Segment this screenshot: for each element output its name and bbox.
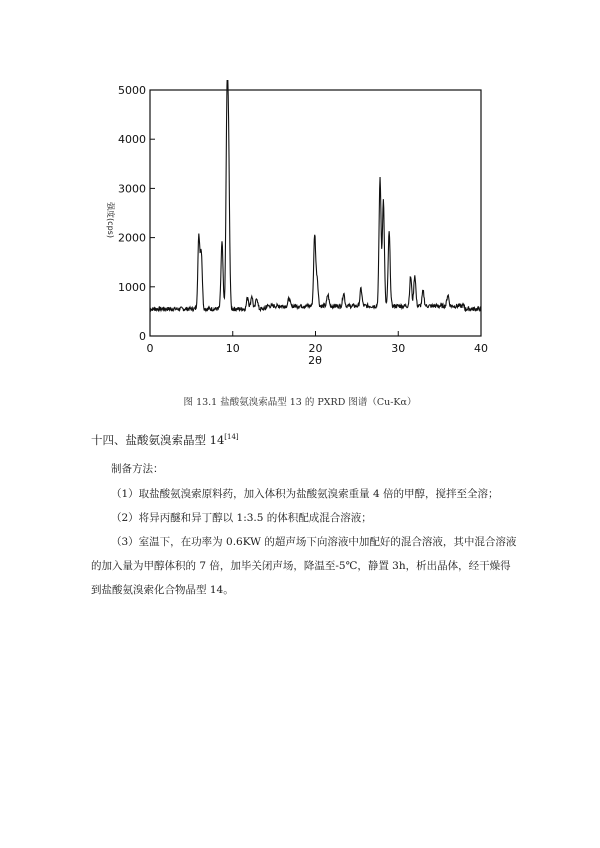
peak-point [327, 297, 328, 298]
peak-point [360, 291, 361, 292]
section-heading-text: 十四、盐酸氨溴索晶型 14 [91, 433, 225, 447]
peak-point [383, 203, 384, 204]
peak-point [256, 297, 257, 298]
peak-point [251, 295, 252, 296]
y-tick-label: 0 [139, 330, 146, 343]
peak-point [314, 237, 315, 238]
peak-point [410, 279, 411, 280]
peak-point [226, 121, 227, 122]
peak-point [228, 168, 229, 169]
pxrd-chart [90, 80, 500, 370]
peak-point [201, 252, 202, 253]
peak-point [221, 242, 222, 243]
peak-point [198, 237, 199, 238]
y-axis-label: 强度(cps) [106, 202, 115, 238]
x-tick-label: 10 [225, 342, 240, 355]
peak-point [317, 281, 318, 282]
y-tick-label: 3000 [118, 182, 146, 196]
peak-point [414, 277, 415, 278]
reference-marker: [14] [224, 433, 239, 441]
pxrd-series-line [150, 80, 481, 311]
step-1: （1）取盐酸氨溴索原料药，加入体积为盐酸氨溴索重量 4 倍的甲醇，搅拌至全溶； [111, 488, 499, 500]
x-tick-label: 40 [474, 342, 488, 355]
x-tick-label: 20 [308, 342, 323, 355]
y-tick-label: 1000 [118, 280, 146, 294]
step-3-line-3: 到盐酸氨溴索化合物晶型 14。 [91, 584, 234, 596]
peak-point [389, 235, 390, 236]
peak-point [447, 297, 448, 298]
section-heading [91, 432, 239, 448]
y-tick-label: 4000 [118, 133, 146, 147]
method-label: 制备方法： [111, 463, 164, 475]
y-tick-label: 2000 [118, 231, 146, 245]
x-tick-label: 0 [146, 342, 154, 355]
peak-point [288, 301, 289, 302]
plot-frame [150, 90, 481, 336]
peak-point [379, 180, 380, 181]
peak-point [343, 295, 344, 296]
step-2: （2）将异丙醚和异丁醇以 1:3.5 的体积配成混合溶液； [111, 512, 372, 524]
peak-point [422, 294, 423, 295]
peak-point [247, 296, 248, 297]
figure-caption: 图 13.1 盐酸氨溴索晶型 13 的 PXRD 图谱（Cu-Kα） [183, 397, 417, 408]
step-3-line-1: （3）室温下，在功率为 0.6KW 的超声场下向溶液中加配好的混合溶液，其中混合溶液 [111, 536, 517, 548]
x-axis-label: 2θ [308, 354, 322, 367]
step-3-line-2: 的加入量为甲醇体积的 7 倍，加毕关闭声场，降温至-5℃，静置 3h，析出晶体，经干燥得 [91, 560, 511, 572]
y-tick-label: 5000 [118, 84, 146, 97]
x-tick-label: 30 [391, 342, 406, 355]
